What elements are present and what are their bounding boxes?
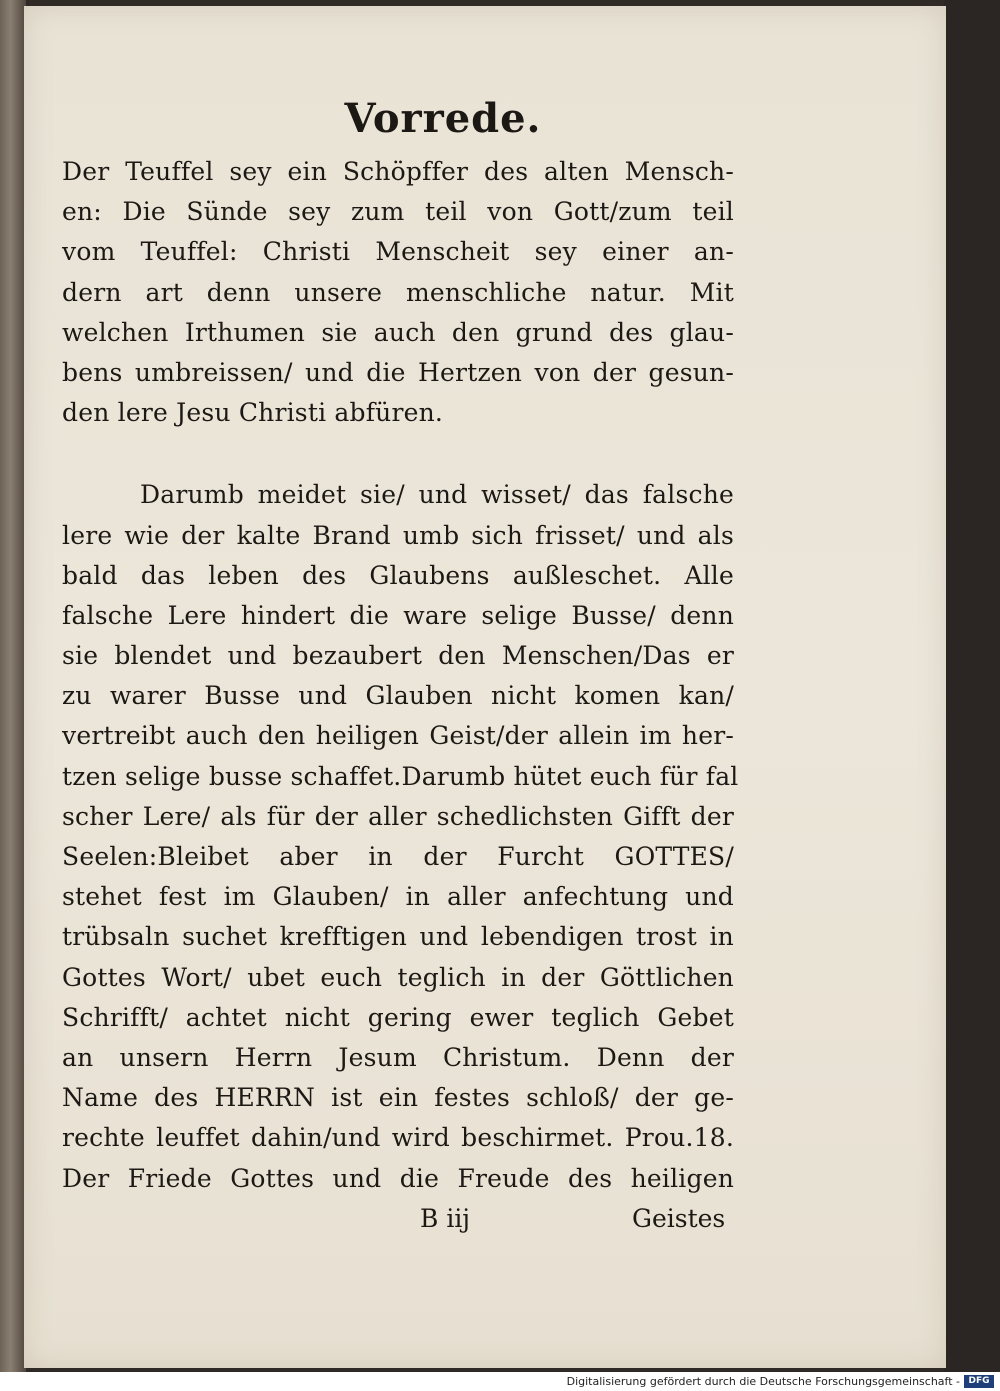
text-line: den lere Jesu Christi abfüren. <box>62 398 444 428</box>
dark-margin <box>944 0 1000 1372</box>
text-line: welchen Irthumen sie auch den grund des glau- <box>62 317 734 347</box>
text-line: bens umbreissen/ und die Hertzen von der gesun- <box>62 357 734 387</box>
dfg-logo: DFG <box>964 1375 994 1388</box>
text-line: scher Lere/ als für der aller schedlichsten Gifft der <box>62 801 734 831</box>
text-line: Der Teuffel sey ein Schöpffer des alten Mensch- <box>62 157 734 186</box>
text-line: sie blendet und bezaubert den Menschen/Das er <box>62 641 734 671</box>
text-line: Der Friede Gottes und die Freude des heiligen <box>62 1163 734 1193</box>
text-line: vom Teuffel: Christi Menscheit sey einer an- <box>62 237 734 267</box>
text-line: stehet fest im Glauben/ in aller anfechtung und <box>62 882 734 912</box>
text-line: falsche Lere hindert die ware selige Busse/ denn <box>62 600 734 630</box>
page-footer-line <box>62 1199 734 1239</box>
text-line: Seelen:Bleibet aber in der Furcht GOTTES/ <box>62 842 734 871</box>
text-line: bald das leben des Glaubens außleschet. Alle <box>62 560 734 590</box>
text-line: Name des HERRN ist ein festes schloß/ der ge- <box>62 1083 734 1113</box>
paragraph-1 <box>62 152 734 433</box>
text-line: lere wie der kalte Brand umb sich frisset/ und als <box>62 520 734 550</box>
text-line: en: Die Sünde sey zum teil von Gott/zum teil <box>62 197 734 227</box>
text-line: Darumb meidet sie/ und wisset/ das falsche <box>140 480 734 510</box>
book-page <box>24 6 946 1368</box>
text-line: an unsern Herrn Jesum Christum. Denn der <box>62 1042 734 1072</box>
text-line: vertreibt auch den heiligen Geist/der allein im her- <box>62 721 734 751</box>
text-line: Schrifft/ achtet nicht gering ewer teglich Gebet <box>62 1002 734 1032</box>
text-line: dern art denn unsere menschliche natur. Mit <box>62 277 734 307</box>
signature-mark: B iij <box>420 1203 471 1233</box>
book-spine-edge <box>0 0 26 1372</box>
text-line: tzen selige busse schaffet.Darumb hütet euch für fal <box>62 761 739 791</box>
catchword: Geistes <box>632 1203 726 1233</box>
text-line: trübsaln suchet krefftigen und lebendigen trost in <box>62 922 734 952</box>
digitization-footer <box>0 1372 1000 1391</box>
text-line: zu warer Busse und Glauben nicht komen kan/ <box>62 681 734 711</box>
page-heading: Vorrede. <box>344 95 542 142</box>
page-text <box>62 86 739 1239</box>
text-line: Gottes Wort/ ubet euch teglich in der Göttlichen <box>62 962 734 992</box>
text-line: rechte leuffet dahin/und wird beschirmet. Prou.18. <box>62 1123 734 1153</box>
funding-credit: Digitalisierung gefördert durch die Deutsche Forschungsgemeinschaft - <box>566 1375 960 1388</box>
paragraph-2 <box>62 475 739 1198</box>
